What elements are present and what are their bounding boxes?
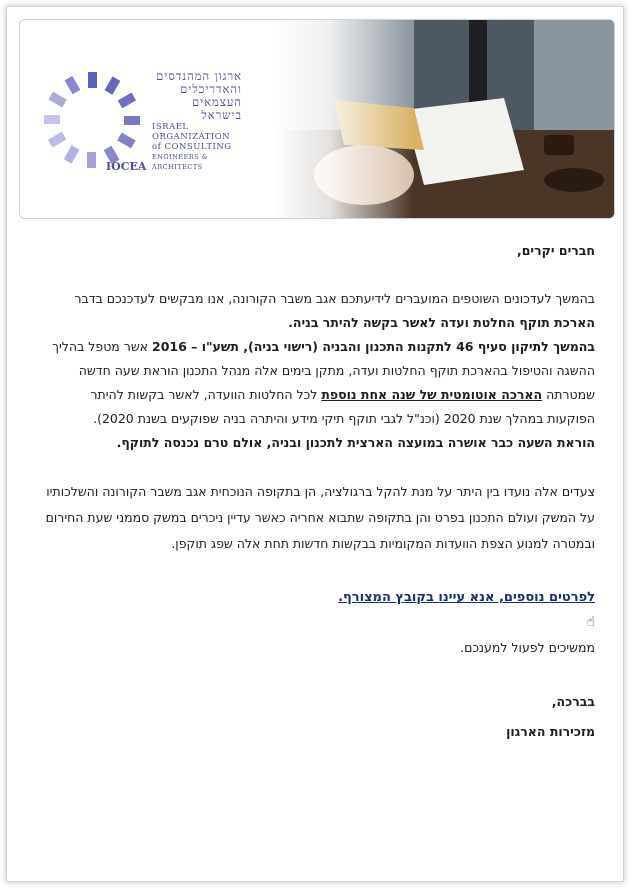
signature: מזכירות הארגון [506,724,595,739]
newsletter-page [6,6,624,882]
banner-photo [274,20,614,218]
paragraph-purpose: צעדים אלה נועדו בין היתר על מנת להקל ברגולציה, הן בתקופה הנוכחית אגב משבר הקורונה והשלכותיו על המשק ועולם התכנון בפרט והן בתקופה שתבוא אחריה כאשר עדיין ניכרים במשק סממני שעת החירום ובמטרה למנוע הצפת הוועדות המקומיות בבקשות חדשות תחת אלה שפג תוקפן. [45,484,595,551]
closing: בברכה, [551,694,595,709]
attachment-link[interactable] [41,585,595,610]
paragraph-amendment: בהמשך לתיקון סעיף 46 לתקנות התכנון והבניה (רישוי בניה), תשע"ו – 2016 אשר מטפל בהליך ההשגה והטיפול בהארכת תוקף החלטות ועדה, מתקן בימים אלה מנהל התכנון הוראת שעה חדשה שמטרתה הארכה אוטומטית של שנה אחת נוספת לכל החלטות הוועדה, לאשר בקשות להיתר הפוקעות במהלך שנת 2020 (וכנ"ל לגבי תוקף תיקי מידע והיתרה בניה שפוקעים בשנת 2020). הוראת השעה כבר אושרה במועצה הארצית לתכנון ובניה, אולם טרם נכנסה לתוקף. [52,339,595,450]
logo-acronym: IOCEA [106,160,147,173]
more-details-link[interactable]: לפרטים נוספים, אנא עיינו בקובץ המצורף. [338,590,595,605]
header-banner [19,19,615,219]
logo-sunburst-icon [42,70,142,170]
organization-logo [42,60,242,190]
greeting: חברים יקרים, [516,243,595,258]
paragraph-intro: בהמשך לעדכונים השוטפים המועברים לידיעתכם אגב משבר הקורונה, אנו מבקשים לעדכנכם בדבר הארכת תוקף החלטת ועדה לאשר בקשה להיתר בניה. [74,291,595,330]
highlighted-extension: הארכה אוטומטית של שנה אחת נוספת [321,387,543,402]
logo-wordmark: ארגון המהנדסים והאדריכלים העצמאים בישראל ISRAEL ORGANIZATION of CONSULTING ENGINEERS & ARCHITECTS [152,69,242,171]
letter-body [41,239,595,744]
continue-message: ממשיכים לפעול למענכם. [460,640,595,655]
pointing-hand-icon: ☝ [586,614,595,630]
